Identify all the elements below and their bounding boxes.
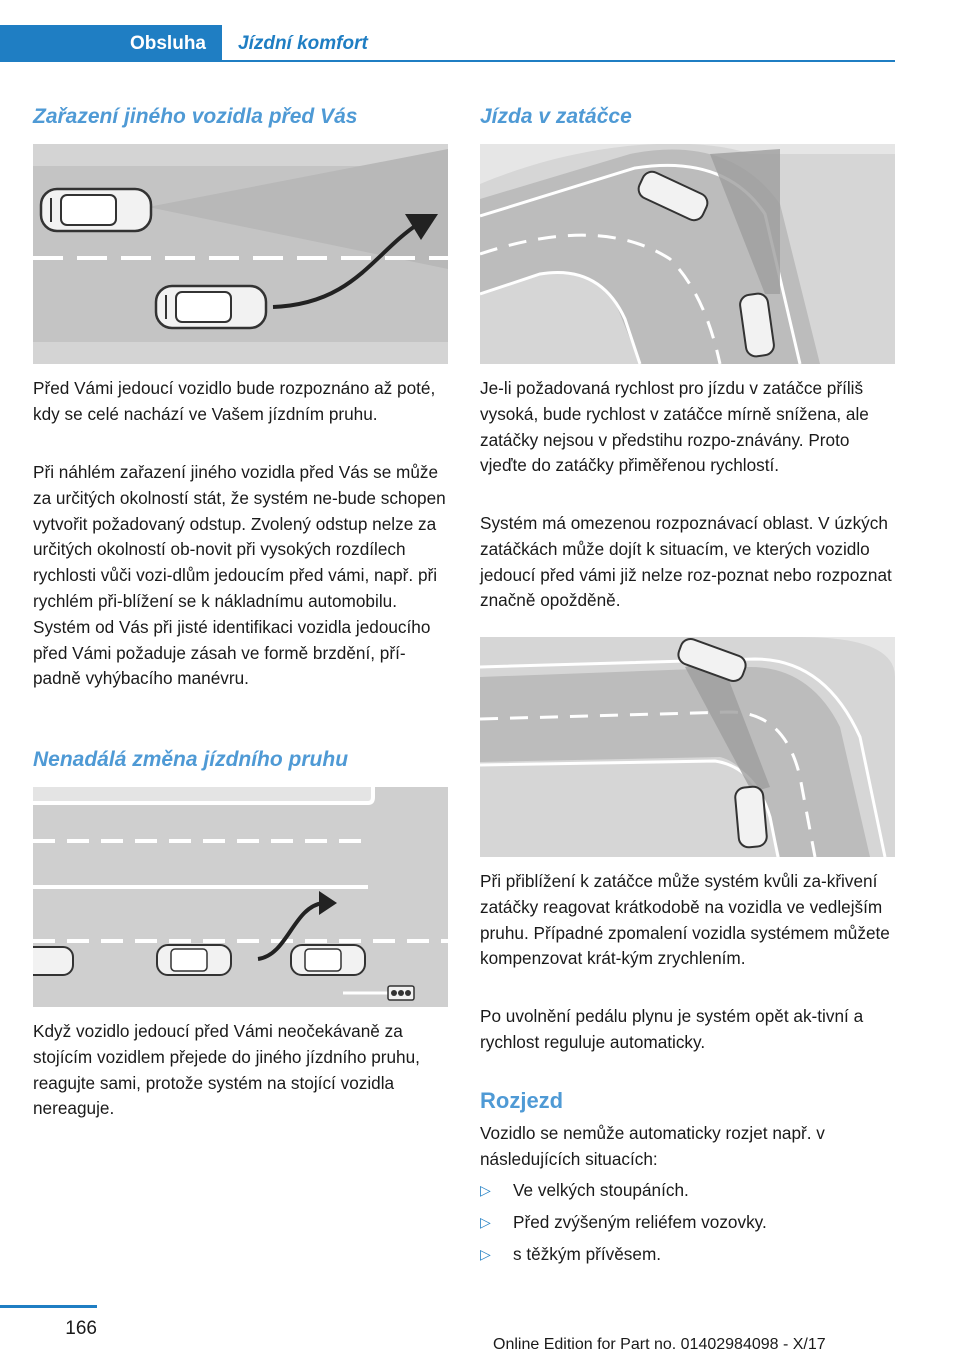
traffic-light-icon xyxy=(388,986,414,1000)
figure-lane-change xyxy=(33,787,448,1007)
figure-curve-2 xyxy=(480,637,895,857)
car-icon xyxy=(291,945,365,975)
list-item-text: Před zvýšeným reliéfem vozovky. xyxy=(513,1212,767,1232)
section-title-rozjezd: Rozjezd xyxy=(480,1088,564,1113)
paragraph: Vozidlo se nemůže automaticky rozjet např. v následujících situacích: xyxy=(480,1123,825,1169)
bullet-list xyxy=(480,1178,896,1274)
list-item-text: Ve velkých stoupáních. xyxy=(513,1180,689,1200)
car-icon xyxy=(156,286,266,328)
section-title-cut-in: Zařazení jiného vozidla před Vás xyxy=(33,105,358,128)
tab-jizdni-komfort[interactable] xyxy=(238,25,368,62)
paragraph: Po uvolnění pedálu plynu je systém opět ak-tivní a rychlost reguluje automaticky. xyxy=(480,1006,864,1052)
car-icon xyxy=(33,947,73,975)
triangle-bullet-icon: ▷ xyxy=(480,1182,491,1198)
tab-obsluha-label: Obsluha xyxy=(129,32,206,54)
paragraph: Před Vámi jedoucí vozidlo bude rozpoznáno až poté, kdy se celé nachází ve Vašem jízdním pruhu. xyxy=(33,378,436,424)
tab-jizdni-komfort-label: Jízdní komfort xyxy=(238,32,368,54)
page-number-rule xyxy=(0,1305,97,1308)
paragraph: Když vozidlo jedoucí před Vámi neočekávaně za stojícím vozidlem přejede do jiného jízdního pruhu, reagujte sami, protože systém na stojící vozidla nereaguje. xyxy=(33,1021,420,1119)
list-item xyxy=(480,1242,896,1274)
triangle-bullet-icon: ▷ xyxy=(480,1246,491,1262)
list-item xyxy=(480,1210,896,1242)
triangle-bullet-icon: ▷ xyxy=(480,1214,491,1230)
paragraph: Při přiblížení k zatáčce může systém kvůli za-křivení zatáčky reagovat krátkodobě na vozidla ve vedlejším pruhu. Případné zpomalení vozidla systémem můžete kompenzovat krát-kým zrychlením. xyxy=(480,871,890,969)
paragraph: Při náhlém zařazení jiného vozidla před Vás se může za určitých okolností stát, že systém ne-bude schopen vytvořit požadovaný odstup. Zvolený odstup nelze za určitých okolností ob-novit při vysokých rozdílech rychlosti vůči vozi-dlům jedoucím před vámi, např. při rychlém při-blížení se k nákladnímu automobilu. Systém od Vás při jisté identifikaci vozidla jedoucího před Vámi požaduje zásah ve formě brzdění, pří-padně vyhýbacího manévru. xyxy=(33,462,446,689)
car-icon xyxy=(41,189,151,231)
paragraph: Je-li požadovaná rychlost pro jízdu v zatáčce příliš vysoká, bude rychlost v zatáčce mírně snížena, ale zatáčky nejsou v předstihu rozpo-znávány. Proto vjeďte do zatáčky přiměřenou rychlostí. xyxy=(480,378,869,476)
list-item xyxy=(480,1178,896,1210)
figure-curve-1 xyxy=(480,144,895,364)
paragraph: Systém má omezenou rozpoznávací oblast. V úzkých zatáčkách může dojít k situacím, ve kterých vozidlo jedoucí před vámi již nelze roz-poznat nebo rozpoznat značně opožděně. xyxy=(480,513,892,611)
car-icon xyxy=(734,786,767,848)
header-divider xyxy=(222,60,895,62)
section-title-lane-change: Nenadálá změna jízdního pruhu xyxy=(33,748,349,771)
page-number: 166 xyxy=(65,1318,97,1339)
list-item-text: s těžkým přívěsem. xyxy=(513,1244,662,1264)
figure-cut-in xyxy=(33,144,448,364)
section-title-curve: Jízda v zatáčce xyxy=(480,105,632,128)
tab-obsluha[interactable] xyxy=(0,25,222,62)
car-icon xyxy=(157,945,231,975)
edition-footer: Online Edition for Part no. 01402984098 - X/17 xyxy=(493,1336,826,1353)
